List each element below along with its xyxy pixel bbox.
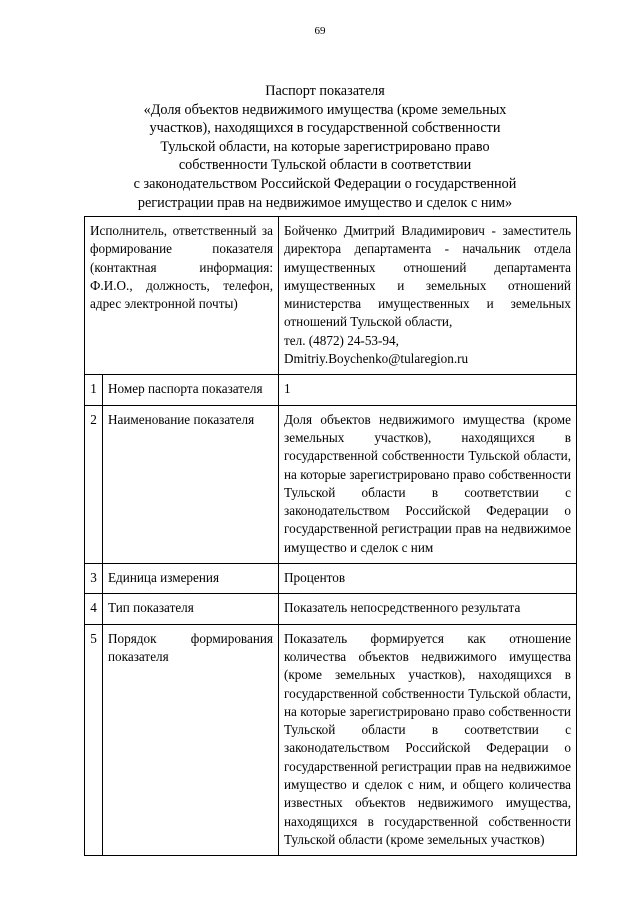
executor-phone: тел. (4872) 24-53-94, (284, 332, 399, 348)
title-line: регистрации прав на недвижимое имущество и сделок с ним» (137, 194, 513, 211)
row-label: Номер паспорта показателя (103, 375, 279, 405)
row-label: Тип показателя (103, 594, 279, 624)
row-value: Показатель формируется как отношение количества объектов недвижимого имущества (кроме земельных участков), находящихся в государственной собственности Тульской области, на которые зарегистрировано право собственности Тульской области в соответствии с законодательством Российской Федерации о государственной регистрации прав на недвижимое имущество и сделок с ним, и общего количества известных объектов недвижимого имущества, находящихся в государственной собственности Тульской области (кроме земельных участков) (279, 624, 577, 856)
row-number: 1 (85, 375, 103, 405)
table-row (85, 594, 577, 624)
table-row (85, 375, 577, 405)
title-line: Тульской области, на которые зарегистрировано право (160, 138, 490, 155)
table-row (85, 624, 577, 856)
executor-row (85, 217, 577, 375)
document-title (100, 82, 550, 212)
row-number: 5 (85, 624, 103, 856)
row-number: 2 (85, 405, 103, 563)
row-label: Наименование показателя (103, 405, 279, 563)
executor-label: Исполнитель, ответственный за формирование показателя (контактная информация: Ф.И.О., должность, телефон, адрес электронной почты) (85, 217, 279, 375)
title-line: собственности Тульской области в соответствии (178, 157, 472, 174)
executor-email: Dmitriy.Boychenko@tularegion.ru (284, 351, 469, 367)
row-value: Показатель непосредственного результата (279, 594, 577, 624)
table-row (85, 405, 577, 563)
page-number: 69 (314, 25, 326, 37)
executor-cell (279, 217, 577, 375)
table-row (85, 564, 577, 594)
title-line: Паспорт показателя (265, 83, 385, 99)
title-line: «Доля объектов недвижимого имущества (кроме земельных (143, 101, 507, 118)
title-line: с законодательством Российской Федерации о государственной (133, 175, 517, 192)
title-line: участков), находящихся в государственной собственности (149, 120, 501, 137)
passport-table (84, 216, 577, 856)
row-number: 3 (85, 564, 103, 594)
row-label: Порядок формирования показателя (103, 624, 279, 856)
row-label: Единица измерения (103, 564, 279, 594)
row-number: 4 (85, 594, 103, 624)
row-value: 1 (279, 375, 577, 405)
row-value: Процентов (279, 564, 577, 594)
row-value: Доля объектов недвижимого имущества (кроме земельных участков), находящихся в государственной собственности Тульской области, на которые зарегистрировано право собственности Тульской области в соответствии с законодательством Российской Федерации о государственной регистрации прав на недвижимое имущество и сделок с ним (279, 405, 577, 563)
executor-value: Бойченко Дмитрий Владимирович - заместитель директора департамента - начальник отдела имущественных отношений департамента имущественных и земельных отношений министерства имущественных и земельных отношений Тульской области, (284, 223, 571, 330)
